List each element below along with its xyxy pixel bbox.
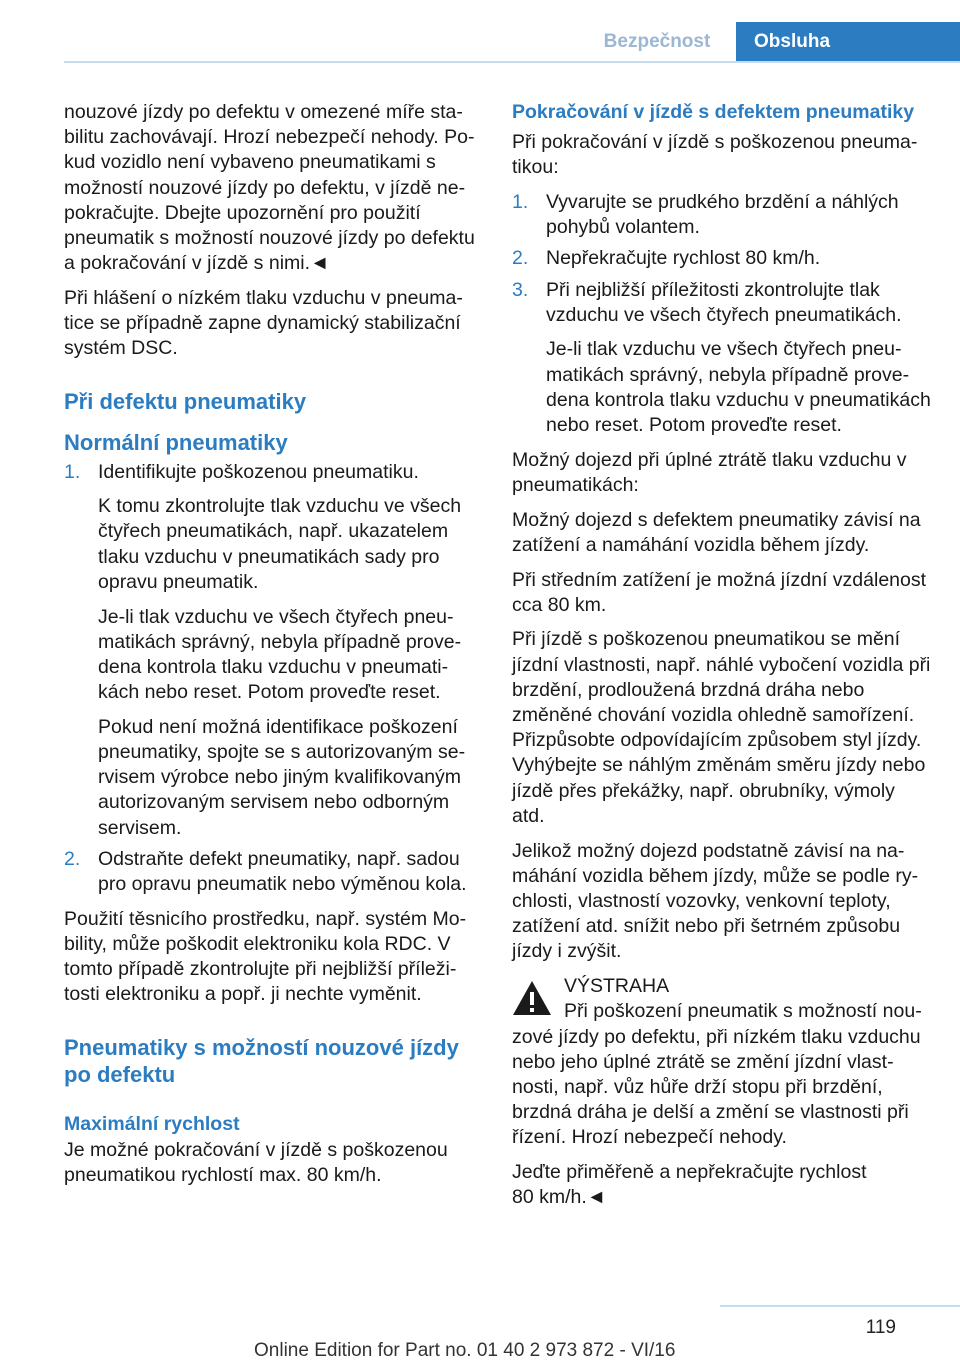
paragraph: Možný dojezd při úplné ztrátě tlaku vzduchu v pneumatikách: — [512, 448, 907, 496]
list-item — [512, 246, 932, 271]
list-item-text: Nepřekračujte rychlost 80 km/h. — [546, 247, 821, 270]
list-sub-paragraph: Je-li tlak vzduchu ve všech čtyřech pneumatikách správný, nebyla případně provedena kontrola tlaku vzduchu v pneumatikách nebo reset. Potom proveďte reset. — [98, 605, 462, 704]
paragraph — [512, 1160, 932, 1210]
paragraph: Při jízdě s poškozenou pneumatikou se mění jízdní vlastnosti, např. náhlé vybočení vozidla při brzdění, prodloužená brzdná dráha nebo změněné chování vozidla ohledně samořízení. Přizpůsobte odpovídajícím způsobem styl jízdy. Vyhýbejte se náhlým změnám směru jízdy nebo jízdě přes překážky, např. obrubníky, výmoly atd. — [512, 628, 931, 827]
heading-pokracovani: Pokračování v jízdě s defektem pneumatiky — [512, 101, 915, 123]
paragraph: Možný dojezd s defektem pneumatiky závisí na zatížení a namáhání vozidla během jízdy. — [512, 508, 921, 556]
header-rule — [64, 61, 960, 63]
tab-bezpecnost[interactable]: Bezpečnost — [578, 22, 736, 61]
list-sub-paragraph: Je-li tlak vzduchu ve všech čtyřech pneumatikách správný, nebyla případně provedena kontrola tlaku vzduchu v pneumatikách nebo reset. Potom proveďte reset. — [546, 338, 931, 437]
list-item-text: Při nejbližší příležitosti zkontrolujte tlak vzduchu ve všech čtyřech pneumatikách. — [546, 278, 902, 326]
list-number: 1. — [512, 190, 529, 213]
list-item — [512, 190, 932, 240]
paragraph: Je možné pokračování v jízdě s poškozenou pneumatikou rychlostí max. 80 km/h. — [64, 1138, 448, 1186]
warning-triangle-icon — [512, 980, 552, 1016]
paragraph: Použití těsnicího prostředku, např. systém Mobility, může poškodit elektroniku kola RDC. V tomto případě zkontrolujte při nejbližší příležitosti elektroniku a popř. ji nechte vyměnit. — [64, 907, 467, 1006]
list-item-text: Odstraňte defekt pneumatiky, např. sadou pro opravu pneumatik nebo výměnou kola. — [98, 847, 467, 896]
heading-normalni: Normální pneumatiky — [64, 429, 288, 455]
paragraph: Při pokračování v jízdě s poškozenou pneumatikou: — [512, 131, 918, 179]
warning-body: Při poškození pneumatik s možností nouzové jízdy po defektu, při nízkém tlaku vzduchu nebo jeho úplné ztrátě se změní jízdní vlastnosti, např. vůz hůře drží stopu při brzdění, brzdná dráha je delší a změní se vlastnosti při řízení. Hrozí nebezpečí nehody. — [512, 1000, 922, 1149]
list-item-text: Identifikujte poškozenou pneumatiku. — [98, 460, 419, 483]
paragraph: Při hlášení o nízkém tlaku vzduchu v pneumatice se případně zapne dynamický stabilizační systém DSC. — [64, 286, 463, 360]
list-item-text: Vyvarujte se prudkého brzdění a náhlých pohybů volantem. — [546, 190, 899, 239]
edition-footer: Online Edition for Part no. 01 40 2 973 872 - VI/16 — [254, 1340, 676, 1361]
left-column — [64, 100, 482, 1198]
paragraph: Jelikož možný dojezd podstatně závisí na namáhání vozidla během jízdy, může se podle rychlosti, vlastností vozovky, venkovní teploty, zatížení atd. snížit nebo při šetrném způsobu jízdy i zvýšit. — [512, 839, 919, 963]
heading-max-speed: Maximální rychlost — [64, 1112, 240, 1135]
list-item — [64, 460, 482, 841]
warning-box — [512, 974, 932, 1150]
warning-title: VÝSTRAHA — [564, 975, 670, 998]
page-number: 119 — [865, 1317, 896, 1338]
list-number: 1. — [64, 460, 81, 483]
right-column — [512, 100, 932, 1220]
warning-followup-end: 80 km/h.◄ — [512, 1186, 607, 1209]
list-number: 2. — [512, 247, 529, 270]
list-number: 2. — [64, 847, 81, 870]
list-item — [512, 278, 932, 439]
heading-defekt: Při defektu pneumatiky — [64, 388, 307, 414]
warning-followup: Jeďte přiměřeně a nepřekračujte rychlost — [512, 1161, 867, 1184]
heading-runflat: Pneumatiky s možností nouzové jízdy po defektu — [64, 1034, 459, 1087]
list-sub-paragraph: Pokud není možná identifikace poškození pneumatiky, spojte se s autorizovaným servisem výrobce nebo jiným kvalifikovaným autorizovaným servisem nebo odborným servisem. — [98, 715, 466, 839]
list-item — [64, 847, 482, 897]
list-sub-paragraph: K tomu zkontrolujte tlak vzduchu ve všech čtyřech pneumatikách, např. ukazatelem tlaku vzduchu v pneumatikách sady pro opravu pneumatik. — [98, 495, 462, 593]
tab-obsluha[interactable]: Obsluha — [736, 22, 960, 61]
list-number: 3. — [512, 278, 529, 301]
paragraph: Při středním zatížení je možná jízdní vzdálenost cca 80 km. — [512, 568, 927, 616]
paragraph: nouzové jízdy po defektu v omezené míře stabilitu zachovávají. Hrozí nebezpečí nehody. Pokud vozidlo není vybaveno pneumatikami s možností nouzové jízdy po defektu, v jízdě nepokračujte. Dbejte upozornění pro použití pneumatik s možností nouzové jízdy po defektu a pokračování v jízdě s nimi.◄ — [64, 101, 475, 275]
footer-rule — [720, 1305, 960, 1307]
